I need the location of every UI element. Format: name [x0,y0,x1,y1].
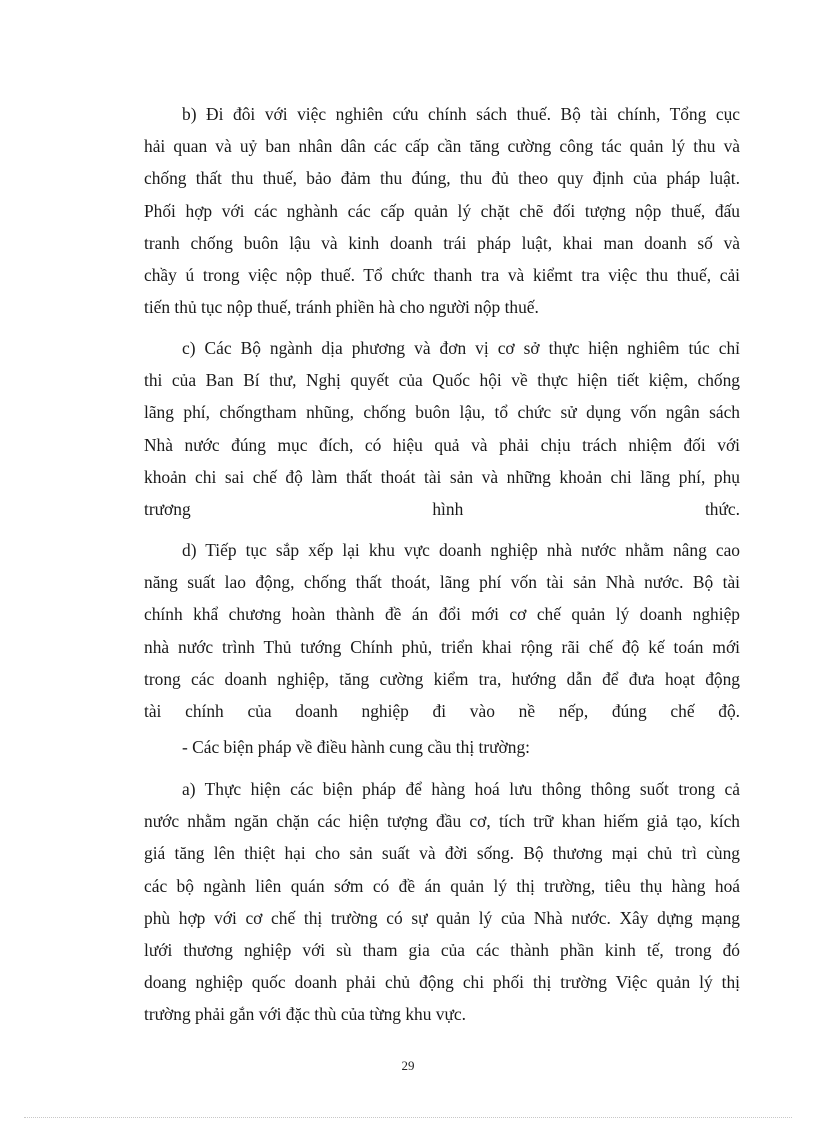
paragraph-d-enterprises [144,534,740,727]
text-line: a) Thực hiện các biện pháp để hàng hoá lưu thông thông suốt trong cả [182,779,740,799]
text-line: tranh chống buôn lậu và kinh doanh trái pháp luật, khai man doanh số và [144,232,740,253]
text-line: Phối hợp với các nghành các cấp quản lý chặt chẽ đối tượng nộp thuế, đấu [144,200,740,221]
text-line: lưới thương nghiệp với sù tham gia của các thành phần kinh tế, trong đó [144,940,740,961]
text-line: b) Đi đôi với việc nghiên cứu chính sách thuế. Bộ tài chính, Tổng cục [182,104,740,124]
text-line: trong các doanh nghiệp, tăng cường kiểm tra, hướng dẫn để đưa hoạt động [144,668,740,689]
text-line: d) Tiếp tục sắp xếp lại khu vực doanh nghiệp nhà nước nhằm nâng cao [182,540,740,560]
text-line: tiến thủ tục nộp thuế, tránh phiền hà cho người nộp thuế. [144,297,539,318]
text-line: chống thất thu thuế, bảo đảm thu đúng, thu đủ theo quy định của pháp luật. [144,168,740,189]
text-line: chính khẩ chương hoàn thành đề án đổi mới cơ chế quản lý doanh nghiệp [144,604,740,625]
page-number: 29 [401,1058,415,1073]
text-line: lãng phí, chốngtham nhũng, chống buôn lậu, tổ chức sử dụng vốn ngân sách [144,402,740,423]
text-line: trường phải gắn với đặc thù của từng khu vực. [144,1004,466,1025]
text-line: giá tăng lên thiệt hại cho sản suất và đời sống. Bộ thương mại chủ trì cùng [144,843,740,864]
text-line: nước nhằm ngăn chặn các hiện tượng đầu cơ, tích trữ khan hiếm giả tạo, kích [144,811,740,832]
text-line: Nhà nước đúng mục đích, có hiệu quả và phải chịu trách nhiệm đối với [144,434,740,455]
paragraph-c-ministries [144,332,740,525]
text-line: c) Các Bộ ngành dịa phương và đơn vị cơ sở thực hiện nghiêm túc chỉ [182,338,740,358]
text-line: tài chính của doanh nghiệp đi vào nề nếp, đúng chế độ. [144,701,740,722]
text-line: hải quan và uỷ ban nhân dân các cấp cần tăng cường công tác quản lý thu và [144,136,740,157]
text-line: phù hợp với cơ chế thị trường có sự quản lý của Nhà nước. Xây dựng mạng [144,907,740,928]
text-line: doang nghiệp quốc doanh phải chủ động chi phối thị trường Việc quản lý thị [144,972,740,993]
text-line: trương hình thức. [144,499,740,520]
text-line: - Các biện pháp về điều hành cung cầu thị trường: [182,737,530,757]
text-line: thi của Ban Bí thư, Nghị quyết của Quốc hội về thực hiện tiết kiệm, chống [144,370,740,391]
paragraph-a-goods-circulation [144,773,740,1031]
text-line: chầy ú trong việc nộp thuế. Tổ chức thanh tra và kiểmt tra việc thu thuế, cải [144,265,740,286]
text-line: các bộ ngành liên quán sớm có đề án quản lý thị trường, tiêu thụ hàng hoá [144,875,740,896]
paragraph-b-tax-policy [144,98,740,323]
text-line: nhà nước trình Thủ tướng Chính phủ, triển khai rộng rãi chế độ kế toán mới [144,636,740,657]
text-line: năng suất lao động, chống thất thoát, lãng phí vốn tài sản Nhà nước. Bộ tài [144,572,740,593]
section-heading-market-measures [144,731,740,763]
text-line: khoản chi sai chế độ làm thất thoát tài sản và những khoản chi lãng phí, phụ [144,466,740,487]
page-bottom-divider [24,1117,792,1118]
